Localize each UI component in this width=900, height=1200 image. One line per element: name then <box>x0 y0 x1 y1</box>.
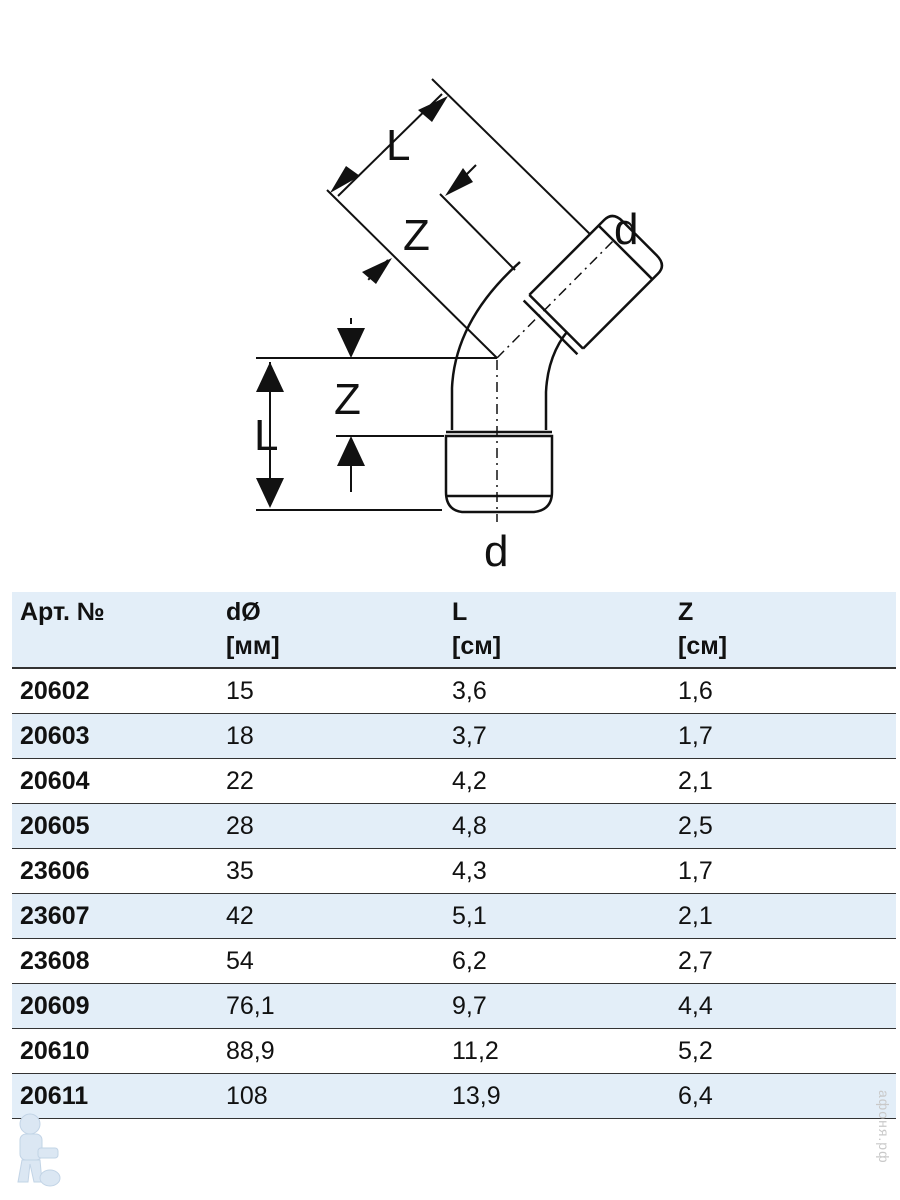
cell-diameter: 18 <box>218 713 444 758</box>
spec-table <box>12 592 896 1119</box>
cell-z: 2,1 <box>670 893 896 938</box>
label-d-bottom: d <box>484 527 509 576</box>
cell-article: 20609 <box>12 983 218 1028</box>
cell-diameter: 108 <box>218 1073 444 1118</box>
fitting-drawing <box>0 0 900 590</box>
cell-length: 13,9 <box>444 1073 670 1118</box>
table-row <box>12 668 896 713</box>
label-z-left: Z <box>334 375 361 424</box>
table-row <box>12 758 896 803</box>
cell-article: 20603 <box>12 713 218 758</box>
cell-article: 20604 <box>12 758 218 803</box>
cell-z: 1,7 <box>670 848 896 893</box>
label-l-left: L <box>254 411 279 460</box>
cell-length: 11,2 <box>444 1028 670 1073</box>
cell-z: 2,7 <box>670 938 896 983</box>
cell-z: 2,5 <box>670 803 896 848</box>
cell-article: 20605 <box>12 803 218 848</box>
label-d-top: d <box>614 205 639 254</box>
table-row <box>12 1073 896 1118</box>
cell-length: 4,8 <box>444 803 670 848</box>
cell-z: 4,4 <box>670 983 896 1028</box>
label-l-top: L <box>386 121 411 170</box>
cell-article: 23607 <box>12 893 218 938</box>
cell-diameter: 22 <box>218 758 444 803</box>
table-row <box>12 893 896 938</box>
cell-z: 5,2 <box>670 1028 896 1073</box>
cell-length: 9,7 <box>444 983 670 1028</box>
plumber-mascot-icon <box>8 1108 64 1192</box>
table-row <box>12 803 896 848</box>
cell-diameter: 35 <box>218 848 444 893</box>
header-diameter: dØ [мм] <box>218 592 444 668</box>
header-z: Z [см] <box>670 592 896 668</box>
cell-z: 6,4 <box>670 1073 896 1118</box>
cell-length: 3,6 <box>444 668 670 713</box>
table-header <box>12 592 896 668</box>
table-row <box>12 848 896 893</box>
cell-length: 4,2 <box>444 758 670 803</box>
cell-length: 6,2 <box>444 938 670 983</box>
cell-article: 20610 <box>12 1028 218 1073</box>
table-body <box>12 668 896 1118</box>
table-row <box>12 1028 896 1073</box>
header-length: L [см] <box>444 592 670 668</box>
cell-diameter: 88,9 <box>218 1028 444 1073</box>
header-article: Арт. № <box>12 592 218 668</box>
cell-article: 23608 <box>12 938 218 983</box>
table-row <box>12 983 896 1028</box>
watermark-text: афоня.рф <box>876 1090 892 1164</box>
cell-diameter: 54 <box>218 938 444 983</box>
cell-diameter: 28 <box>218 803 444 848</box>
cell-length: 3,7 <box>444 713 670 758</box>
elbow-fitting <box>446 211 667 512</box>
table-row <box>12 713 896 758</box>
table-row <box>12 938 896 983</box>
cell-article: 20602 <box>12 668 218 713</box>
cell-z: 1,6 <box>670 668 896 713</box>
label-z-top: Z <box>403 211 430 260</box>
cell-z: 1,7 <box>670 713 896 758</box>
cell-z: 2,1 <box>670 758 896 803</box>
table-header-row <box>12 592 896 668</box>
cell-length: 4,3 <box>444 848 670 893</box>
cell-diameter: 76,1 <box>218 983 444 1028</box>
cell-article: 23606 <box>12 848 218 893</box>
cell-diameter: 42 <box>218 893 444 938</box>
cell-diameter: 15 <box>218 668 444 713</box>
cell-article: 20611 <box>12 1073 218 1118</box>
cell-length: 5,1 <box>444 893 670 938</box>
